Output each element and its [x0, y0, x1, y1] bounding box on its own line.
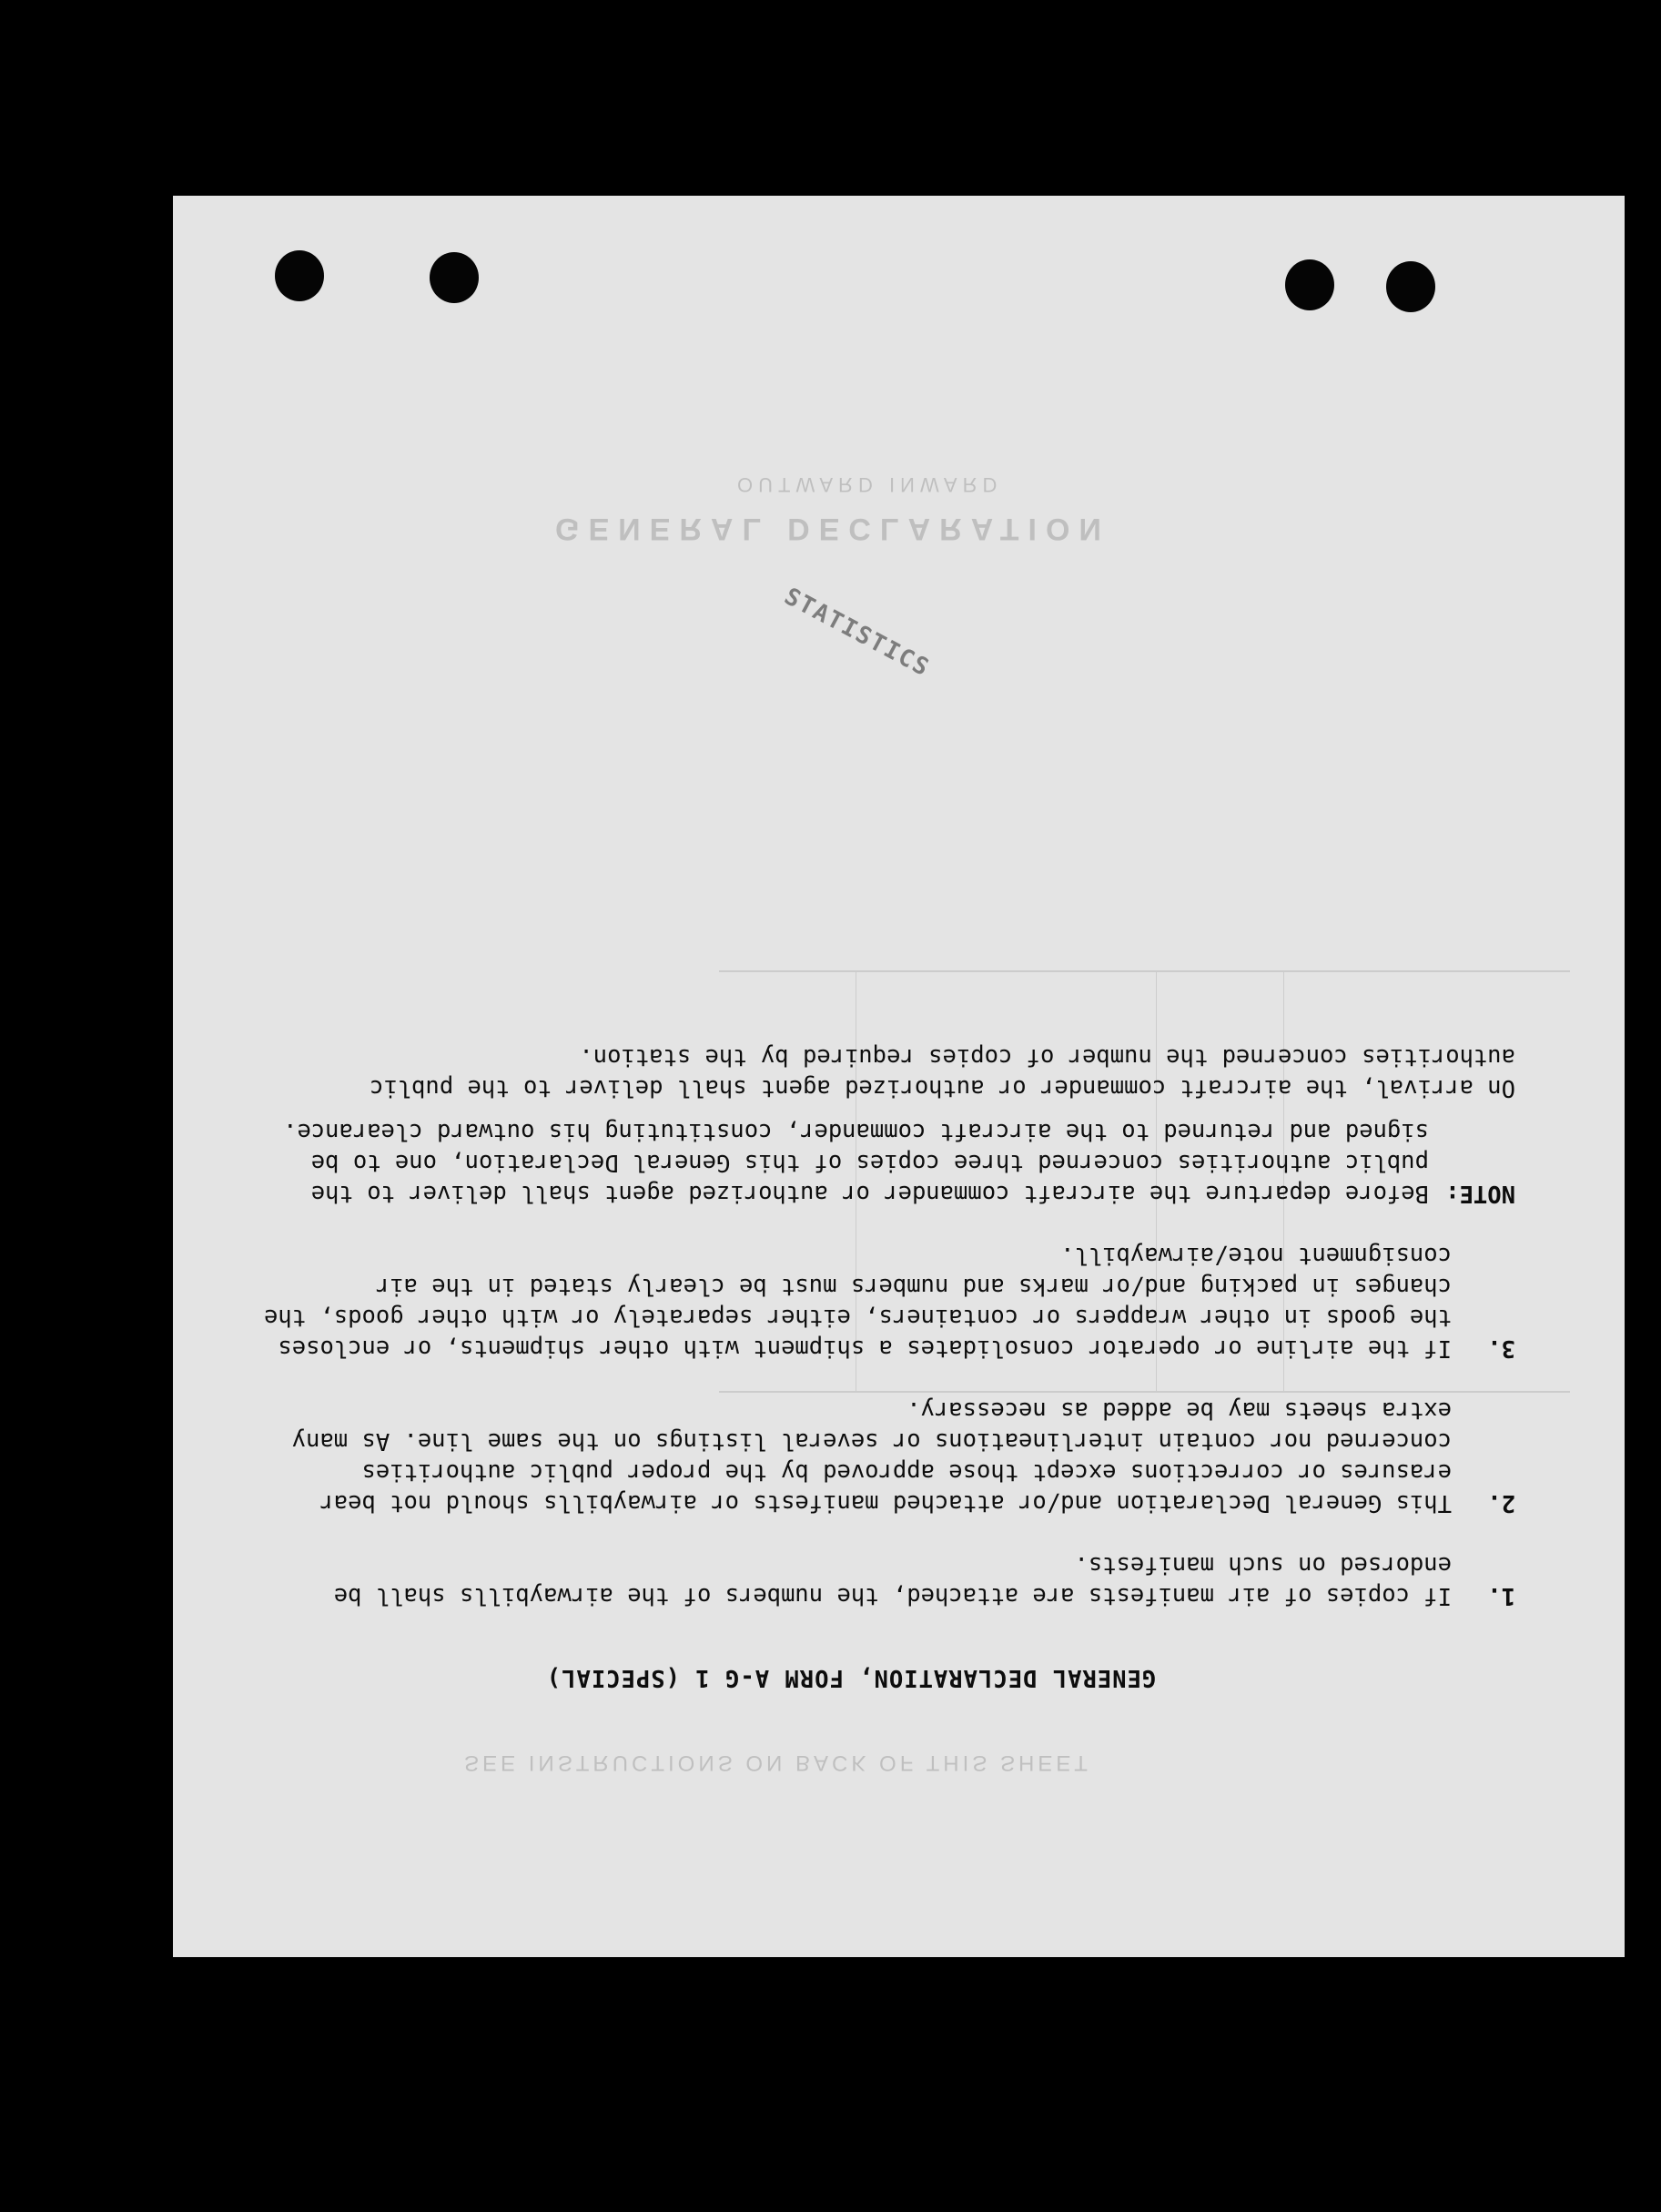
item-number: 2. [1487, 1489, 1515, 1517]
arrival-instruction: On arrival, the aircraft commander or authorized agent shall deliver to the public authorities concerned the number of copies required by the station. [370, 1043, 1515, 1101]
bleed-subtitle: OUTWARD INWARD [737, 473, 1003, 496]
bleed-footer: SEE INSTRUCTIONS ON BACK OF THIS SHEET [464, 1750, 1091, 1775]
note-text: Before departure the aircraft commander or authorized agent shall deliver to the public authorities concerned three copies of this General Declaration, one to be signed and returned to the aircraft commander, constituting his outward clearance. [283, 1118, 1429, 1207]
document-title: GENERAL DECLARATION, FORM A-G 1 (SPECIAL) [545, 1664, 1157, 1691]
instruction-item [241, 1240, 1515, 1364]
item-number: 3. [1487, 1334, 1515, 1362]
instruction-item [241, 1395, 1515, 1518]
item-text: This General Declaration and/or attached manifests or airwaybills should not bear erasures or corrections except those approved by the proper public authorities concerned nor contain interlineations or several listings on the same line. As many extra sheets may be added as necessary. [291, 1396, 1452, 1517]
document-page [173, 196, 1625, 1957]
note-label: NOTE: [1445, 1180, 1515, 1207]
item-text: If copies of air manifests are attached, the numbers of the airwaybills shall be endorsed on such manifests. [333, 1551, 1452, 1609]
upside-down-content [173, 196, 1625, 1957]
bleed-title: GENERAL DECLARATION [555, 512, 1110, 546]
item-text: If the airline or operator consolidates a shipment with other shipments, or encloses the goods in other wrappers or containers, either separately or with other goods, the changes in packing and/or marks and numbers must be clearly stated in the air consignment note/airwaybill. [264, 1242, 1452, 1362]
statistics-stamp: STATISTICS [779, 583, 935, 683]
note-block [241, 1116, 1515, 1209]
typed-instructions [241, 1041, 1515, 1693]
instruction-item [241, 1549, 1515, 1611]
item-number: 1. [1487, 1582, 1515, 1609]
